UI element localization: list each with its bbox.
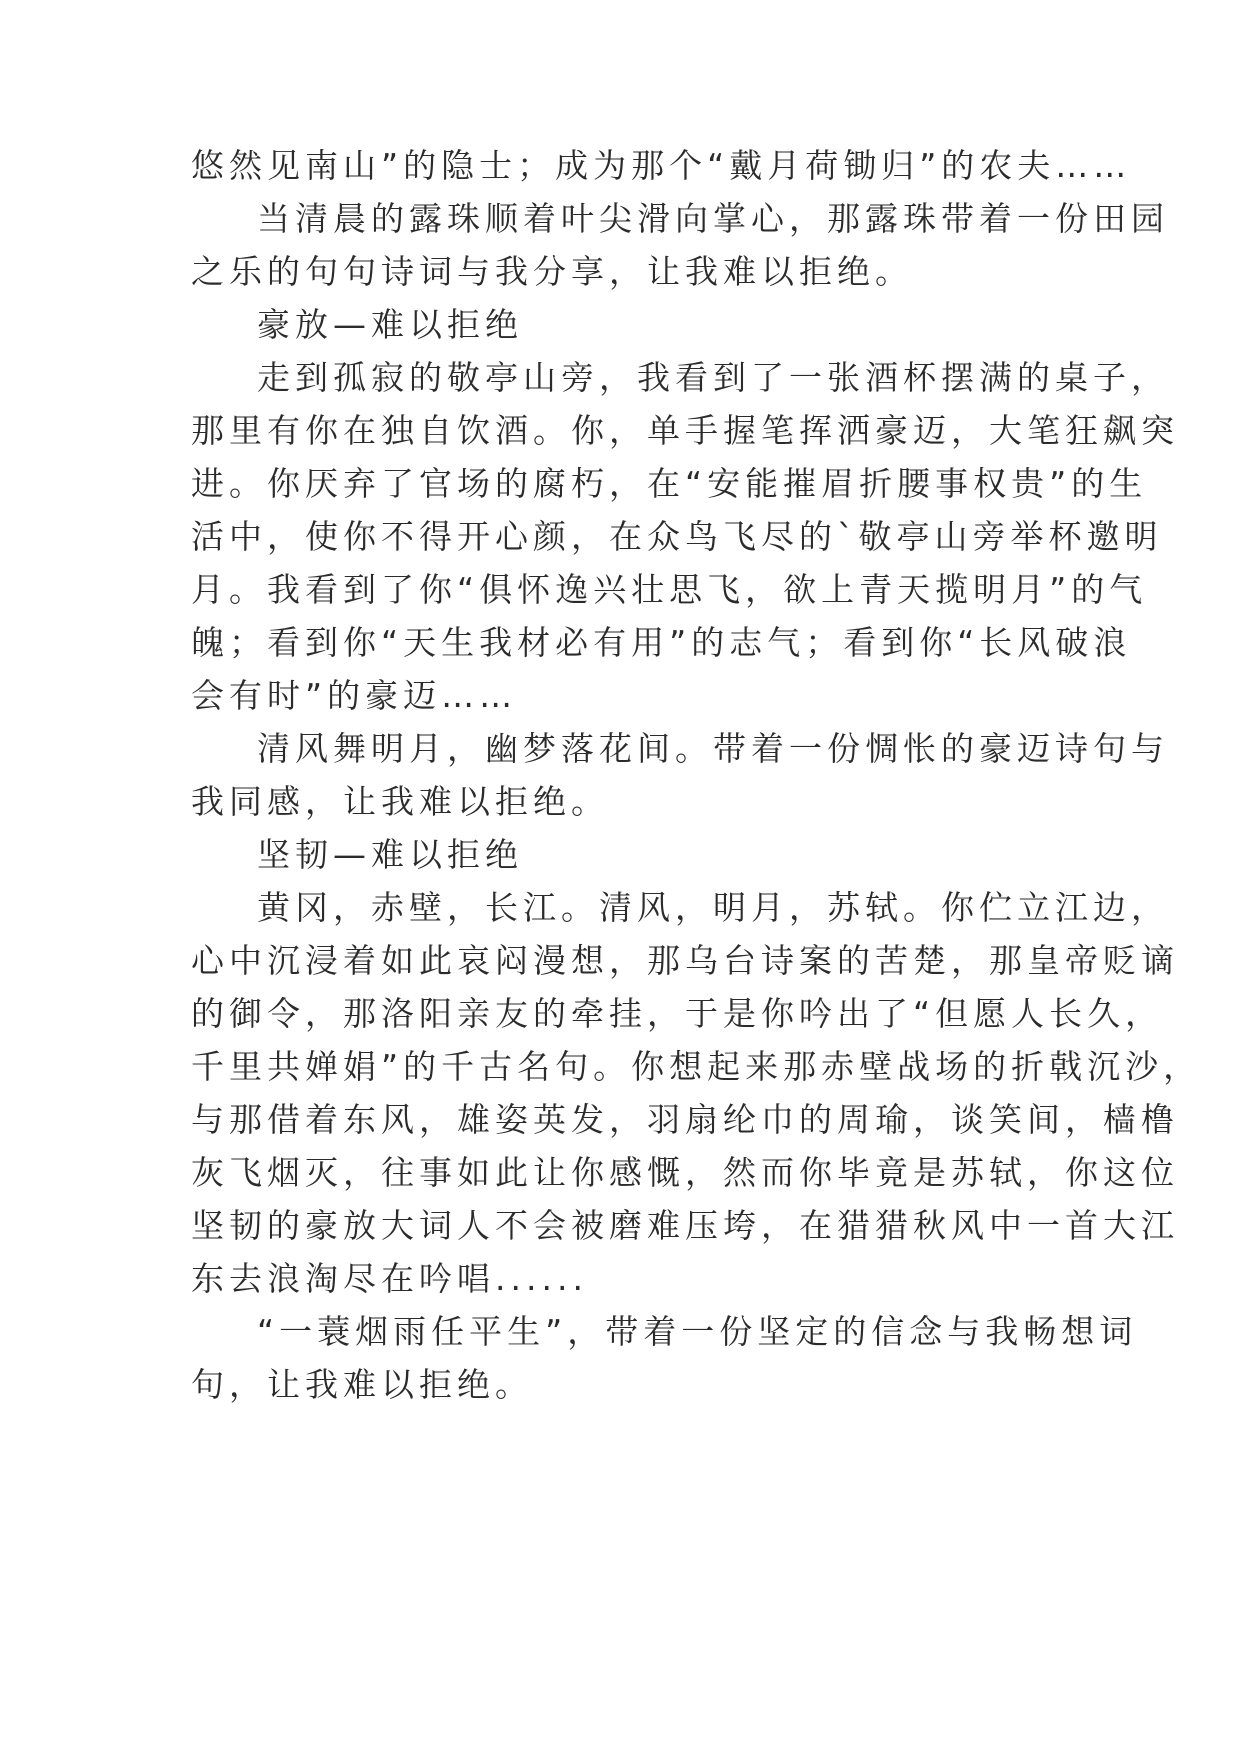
section-heading: 豪放—难以拒绝: [257, 305, 523, 344]
text-line: 魄；看到你“天生我材必有用”的志气；看到你“长风破浪: [191, 623, 1132, 662]
section-heading: 坚韧—难以拒绝: [257, 835, 523, 874]
text-line: 东去浪淘尽在吟唱......: [191, 1259, 588, 1298]
text-line: 与那借着东风，雄姿英发，羽扇纶巾的周瑜，谈笑间，樯橹: [191, 1100, 1179, 1139]
paragraph-line: 清风舞明月，幽梦落花间。带着一份惆怅的豪迈诗句与: [257, 729, 1169, 768]
text-line: 进。你厌弃了官场的腐朽，在“安能摧眉折腰事权贵”的生: [191, 464, 1148, 503]
text-line: 月。我看到了你“俱怀逸兴壮思飞，欲上青天揽明月”的气: [191, 570, 1148, 609]
paragraph-line: 走到孤寂的敬亭山旁，我看到了一张酒杯摆满的桌子，: [257, 358, 1169, 397]
text-line: 我同感，让我难以拒绝。: [191, 782, 609, 821]
text-line: 句，让我难以拒绝。: [191, 1365, 533, 1404]
text-line: 坚韧的豪放大词人不会被磨难压垮，在猎猎秋风中一首大江: [191, 1206, 1179, 1245]
text-line: 那里有你在独自饮酒。你，单手握笔挥洒豪迈，大笔狂飙突: [191, 411, 1179, 450]
text-line: 的御令，那洛阳亲友的牵挂，于是你吟出了“但愿人长久，: [191, 994, 1164, 1033]
text-line: 心中沉浸着如此哀闷漫想，那乌台诗案的苦楚，那皇帝贬谪: [191, 941, 1179, 980]
text-line: 会有时”的豪迈……: [191, 676, 518, 715]
paragraph-line: 当清晨的露珠顺着叶尖滑向掌心，那露珠带着一份田园: [257, 199, 1169, 238]
text-line: 之乐的句句诗词与我分享，让我难以拒绝。: [191, 252, 913, 291]
text-line: 活中，使你不得开心颜，在众鸟飞尽的`敬亭山旁举杯邀明: [191, 517, 1163, 556]
text-line: 灰飞烟灭，往事如此让你感慨，然而你毕竟是苏轼，你这位: [191, 1153, 1179, 1192]
paragraph-line: “一蓑烟雨任平生”，带着一份坚定的信念与我畅想词: [257, 1312, 1138, 1351]
text-line: 千里共婵娟”的千古名句。你想起来那赤壁战场的折戟沉沙，: [191, 1047, 1202, 1086]
paragraph-line: 黄冈，赤壁，长江。清风，明月，苏轼。你伫立江边，: [257, 888, 1169, 927]
text-line: 悠然见南山”的隐士；成为那个“戴月荷锄归”的农夫……: [191, 146, 1132, 185]
